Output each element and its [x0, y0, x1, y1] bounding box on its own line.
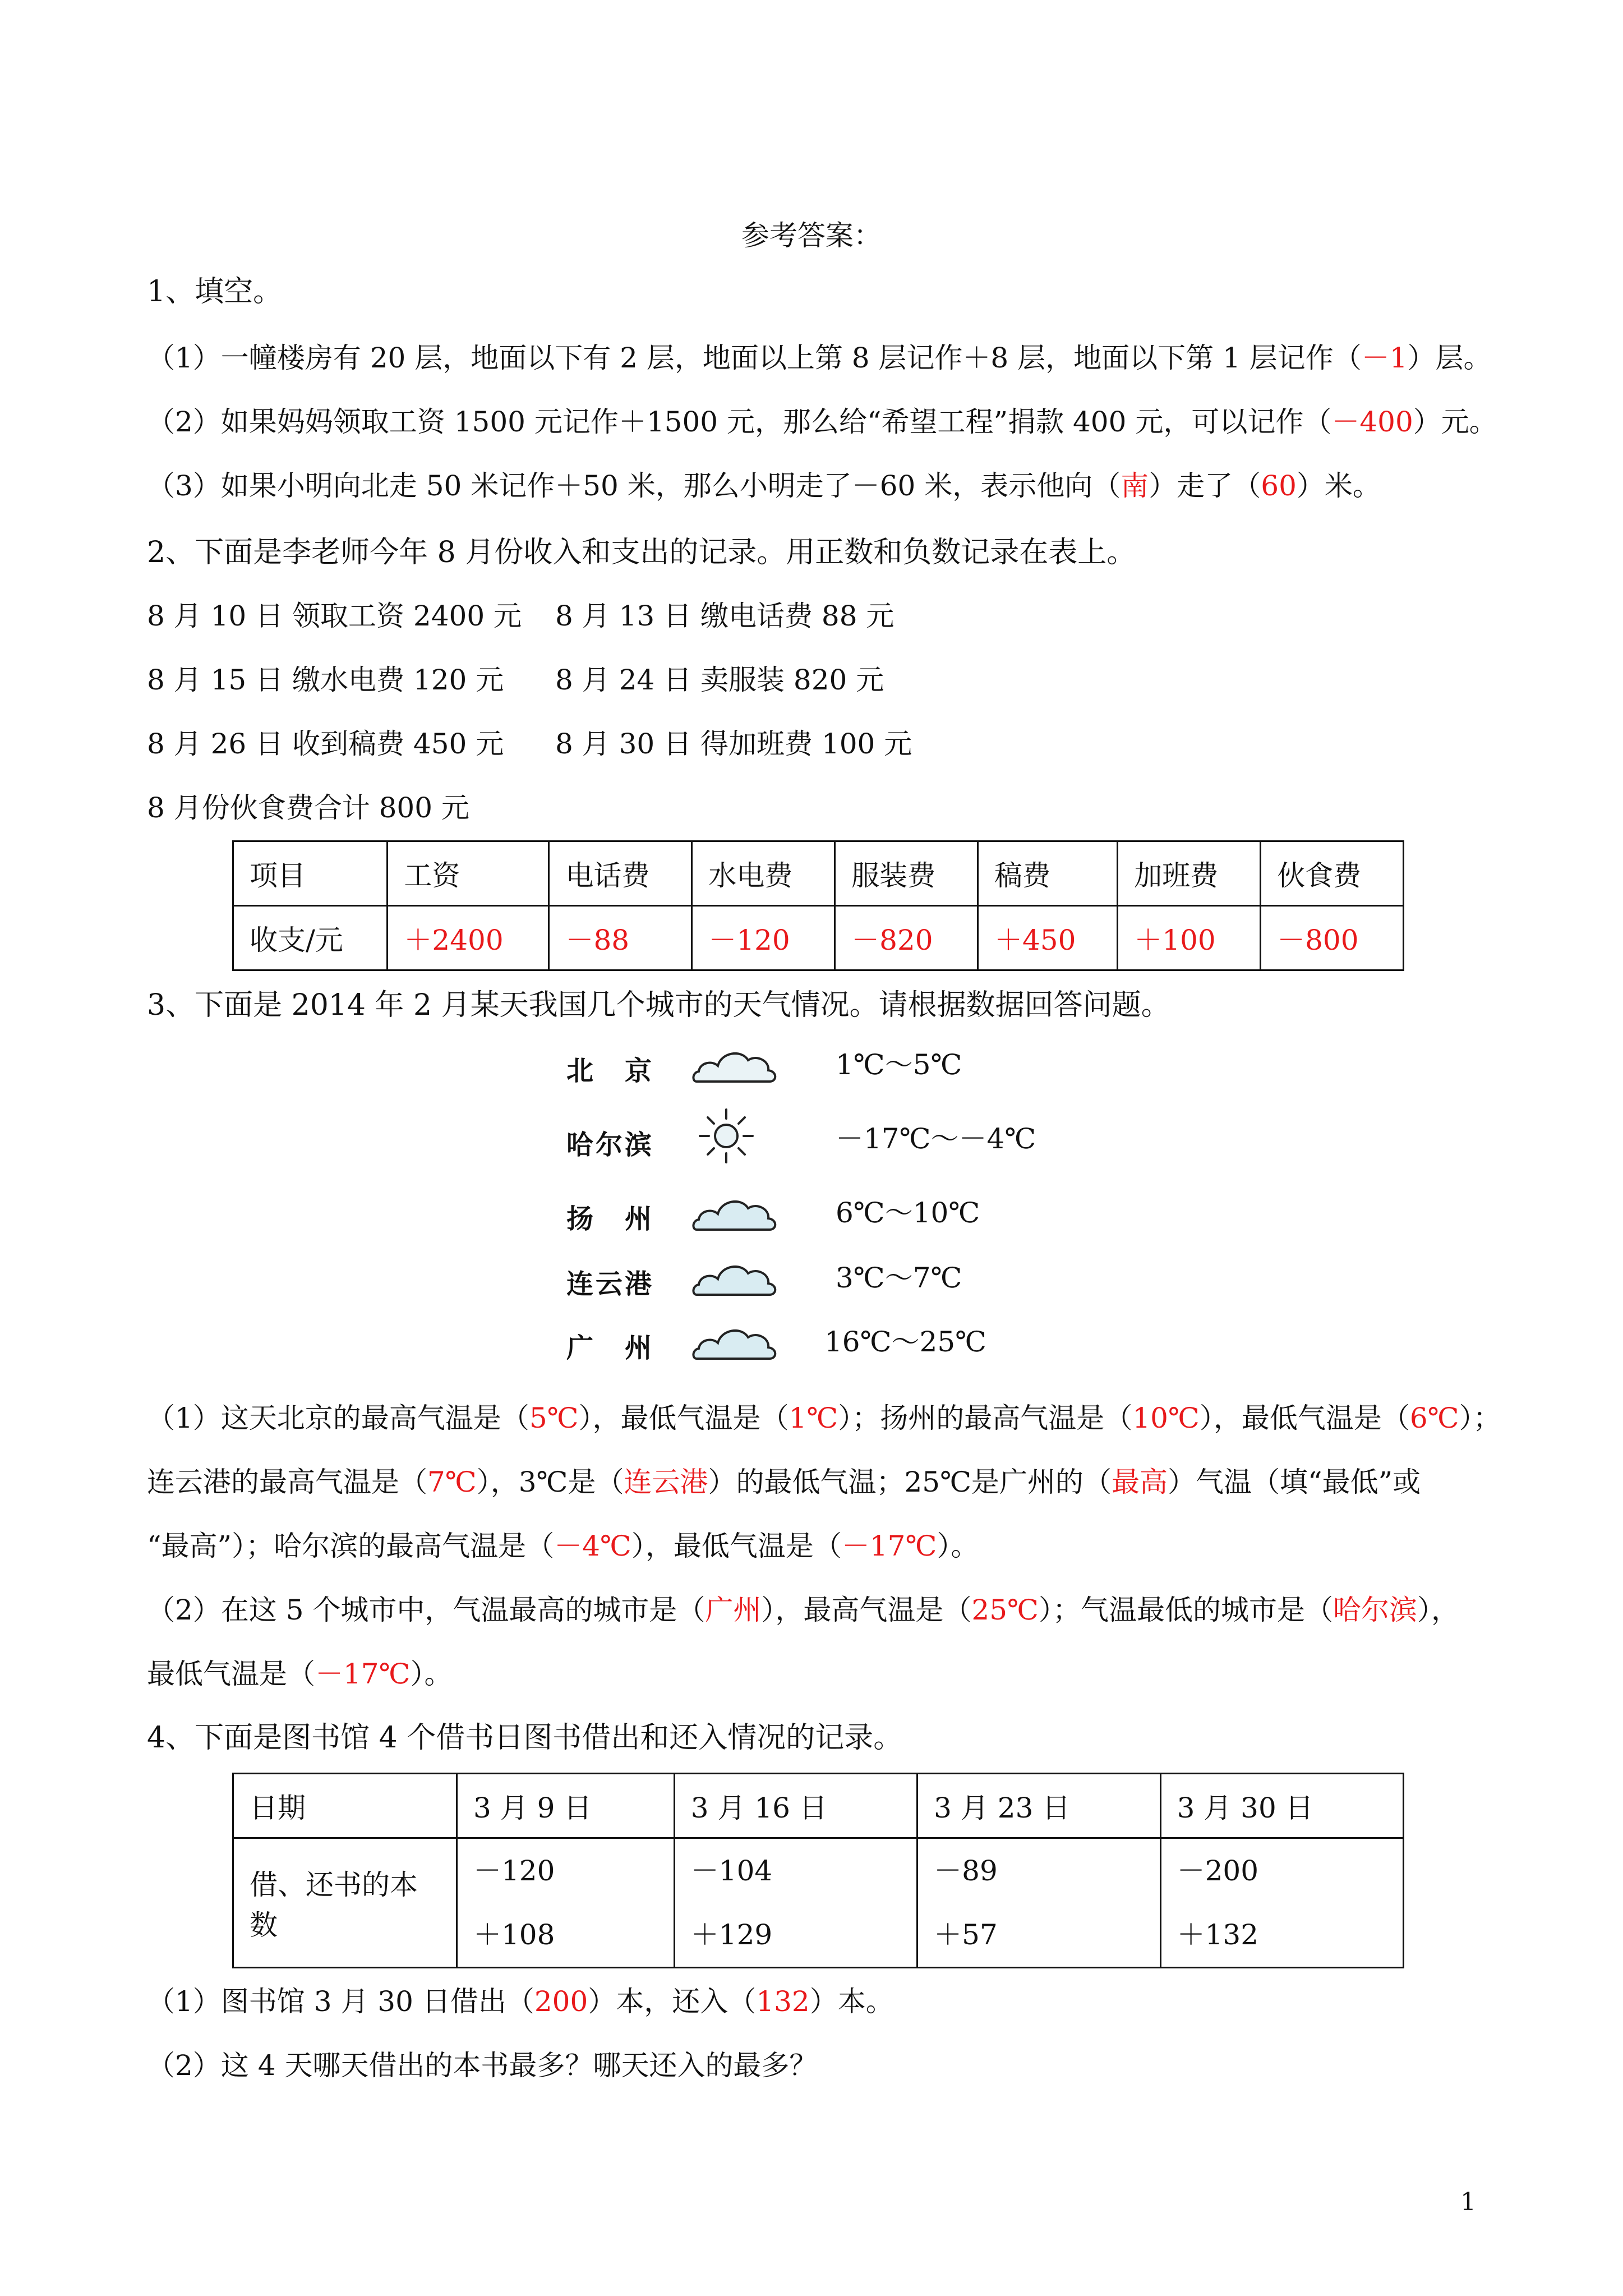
table-cell: ＋450 — [978, 906, 1117, 970]
q2-heading: 2、下面是李老师今年 8 月份收入和支出的记录。用正数和负数记录在表上。 — [147, 536, 1136, 569]
page-title: 参考答案： — [741, 219, 882, 252]
table-header: 稿费 — [978, 841, 1117, 906]
table-cell: －120 ＋108 — [457, 1838, 675, 1968]
table-row — [233, 906, 1404, 970]
q2-record: 8 月 30 日 得加班费 100 元 — [555, 728, 912, 760]
q2-record: 8 月 24 日 卖服装 820 元 — [555, 664, 884, 696]
answer: 1℃ — [789, 1402, 838, 1434]
q3-part1-line3: “最高”）；哈尔滨的最高气温是（－4℃），最低气温是（－17℃）。 — [147, 1530, 979, 1562]
table-header: 服装费 — [835, 841, 978, 906]
answer: 南 — [1121, 470, 1149, 502]
answer: －400 — [1331, 406, 1413, 438]
answer: 10℃ — [1132, 1402, 1200, 1434]
table-header: 日期 — [233, 1774, 457, 1838]
table-cell: －800 — [1261, 906, 1404, 970]
answer: 25℃ — [971, 1594, 1039, 1626]
answer: 132 — [756, 1985, 810, 2018]
cloud-icon — [690, 1251, 780, 1301]
answer: 广州 — [705, 1594, 762, 1626]
table-header: 电话费 — [549, 841, 692, 906]
q2-record: 8 月 26 日 收到稿费 450 元 — [147, 728, 504, 760]
table-cell: －104 ＋129 — [674, 1838, 917, 1968]
city-name: 哈尔滨 — [566, 1129, 654, 1161]
page-number: 1 — [1460, 2188, 1476, 2216]
q1-heading: 1、填空。 — [147, 275, 283, 309]
city-name: 北 京 — [566, 1055, 654, 1087]
table-header: 3 月 23 日 — [917, 1774, 1160, 1838]
q3-part2-line1: （2）在这 5 个城市中，气温最高的城市是（广州），最高气温是（25℃）；气温最低的城市是（哈尔滨）， — [147, 1594, 1459, 1626]
answer: 200 — [534, 1985, 588, 2018]
table-header: 水电费 — [692, 841, 835, 906]
answer: 7℃ — [427, 1466, 477, 1498]
answer: －17℃ — [841, 1530, 937, 1562]
answer: －4℃ — [554, 1530, 631, 1562]
city-name: 连云港 — [566, 1268, 654, 1300]
temperature-range: －17℃～－4℃ — [836, 1122, 1036, 1155]
table-cell: －200 ＋132 — [1160, 1838, 1403, 1968]
table-cell: －120 — [692, 906, 835, 970]
answer: －1 — [1361, 342, 1408, 374]
answer: 60 — [1261, 470, 1297, 502]
cloud-icon — [690, 1038, 780, 1088]
cloud-icon — [690, 1186, 780, 1236]
row-label: 收支/元 — [233, 906, 388, 970]
q1-item-3: （3）如果小明向北走 50 米记作＋50 米，那么小明走了－60 米，表示他向（南）走了（60）米。 — [147, 470, 1381, 502]
table-header: 工资 — [388, 841, 549, 906]
q3-part2-line2: 最低气温是（－17℃）。 — [147, 1658, 453, 1690]
table-cell: ＋100 — [1118, 906, 1261, 970]
q4-part1: （1）图书馆 3 月 30 日借出（200）本，还入（132）本。 — [147, 1985, 894, 2018]
answer: 最高 — [1112, 1466, 1168, 1498]
q3-part1-line2: 连云港的最高气温是（7℃），3℃是（连云港）的最低气温；25℃是广州的（最高）气温（填“最低”或 — [147, 1466, 1421, 1498]
sun-icon — [695, 1105, 757, 1167]
table-cell: －88 — [549, 906, 692, 970]
table-header: 3 月 30 日 — [1160, 1774, 1403, 1838]
library-record-table — [232, 1773, 1404, 1968]
table-header: 项目 — [233, 841, 388, 906]
table-header: 3 月 16 日 — [674, 1774, 917, 1838]
income-expense-table — [232, 840, 1404, 971]
city-name: 广 州 — [566, 1332, 654, 1364]
q2-record: 8 月 10 日 领取工资 2400 元 — [147, 600, 522, 632]
q1-item-2: （2）如果妈妈领取工资 1500 元记作＋1500 元，那么给“希望工程”捐款 400 元，可以记作（－400）元。 — [147, 406, 1497, 438]
cloud-icon — [690, 1315, 780, 1365]
temperature-range: 3℃～7℃ — [836, 1262, 962, 1294]
table-row — [233, 1774, 1404, 1838]
temperature-range: 6℃～10℃ — [836, 1197, 980, 1229]
q2-record: 8 月 13 日 缴电话费 88 元 — [555, 600, 895, 632]
city-name: 扬 州 — [566, 1203, 654, 1235]
table-header: 3 月 9 日 — [457, 1774, 675, 1838]
answer: 5℃ — [529, 1402, 579, 1434]
table-header: 伙食费 — [1261, 841, 1404, 906]
table-row — [233, 841, 1404, 906]
table-header: 加班费 — [1118, 841, 1261, 906]
q4-part2: （2）这 4 天哪天借出的本书最多？哪天还入的最多？ — [147, 2049, 818, 2082]
answer: 连云港 — [624, 1466, 708, 1498]
table-cell: －89 ＋57 — [917, 1838, 1160, 1968]
answer: －17℃ — [315, 1658, 411, 1690]
row-label: 借、还书的本数 — [233, 1838, 457, 1968]
q2-total: 8 月份伙食费合计 800 元 — [147, 792, 469, 824]
answer: 哈尔滨 — [1332, 1594, 1417, 1626]
q2-record: 8 月 15 日 缴水电费 120 元 — [147, 664, 504, 696]
temperature-range: 1℃～5℃ — [836, 1048, 962, 1081]
table-row — [233, 1838, 1404, 1968]
q3-part1-line1: （1）这天北京的最高气温是（5℃），最低气温是（1℃）；扬州的最高气温是（10℃），最低气温是（6℃）； — [147, 1402, 1501, 1434]
temperature-range: 16℃～25℃ — [824, 1326, 987, 1358]
q3-heading: 3、下面是 2014 年 2 月某天我国几个城市的天气情况。请根据数据回答问题。 — [147, 988, 1170, 1022]
answer: 6℃ — [1409, 1402, 1459, 1434]
q4-heading: 4、下面是图书馆 4 个借书日图书借出和还入情况的记录。 — [147, 1721, 903, 1755]
q1-item-1: （1）一幢楼房有 20 层，地面以下有 2 层，地面以上第 8 层记作＋8 层，地面以下第 1 层记作（－1）层。 — [147, 342, 1492, 374]
table-cell: －820 — [835, 906, 978, 970]
table-cell: ＋2400 — [388, 906, 549, 970]
